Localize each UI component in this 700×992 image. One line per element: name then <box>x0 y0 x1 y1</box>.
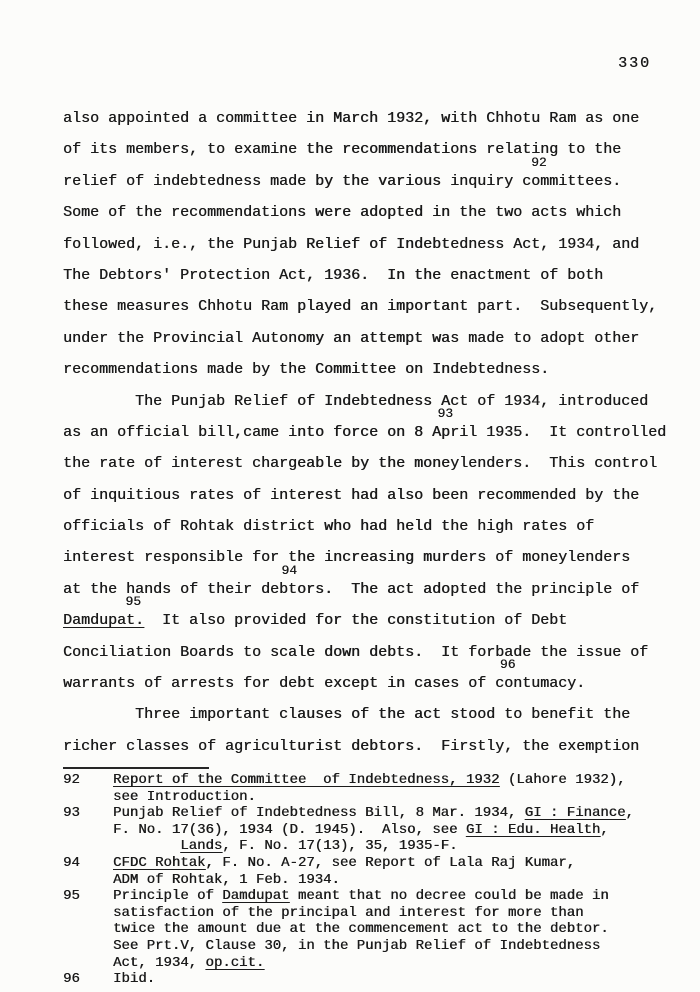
body-line-segment: these measures Chhotu Ram played an important part. Subsequently, <box>63 298 658 316</box>
footnote-underlined-segment: CFDC Rohtak <box>113 854 206 871</box>
footnote-number <box>63 938 113 955</box>
footnote-number <box>63 838 113 855</box>
body-line-underlined-segment: Damdupat. <box>63 612 145 630</box>
footnote-marker: 94 <box>281 562 298 578</box>
body-line-segment: richer classes of agriculturist debtors. Firstly, the exemption <box>63 737 640 755</box>
footnote-text <box>113 872 688 889</box>
footnote-number <box>63 872 113 889</box>
body-line <box>63 103 688 134</box>
body-line-segment: recommendations made by the Committee on Indebtedness. <box>63 361 550 379</box>
body-line-segment: Some of the recommendations were adopted in the two acts which <box>63 204 622 222</box>
footnote-text <box>113 955 688 972</box>
footnote-line <box>63 805 688 822</box>
body-line <box>63 154 688 197</box>
footnote-text <box>113 905 688 922</box>
body-line-segment: It also provided for the constitution of Debt <box>144 612 568 630</box>
footnote-line <box>63 838 688 855</box>
footnote-number <box>63 921 113 938</box>
footnote-underlined-segment: GI : Edu. Health <box>465 821 601 838</box>
body-line-segment: Conciliation Boards to scale down debts. It forbade the issue of <box>63 643 649 661</box>
body-line-segment: relief of indebtedness made by the various inquiry committees. <box>63 172 622 190</box>
footnote-underlined-segment: Lands <box>180 838 223 855</box>
footnote-line <box>63 772 688 789</box>
body-line <box>63 562 688 605</box>
footnote-segment: F. No. 17(36), 1934 (D. 1945). Also, see <box>113 821 466 838</box>
footnote-number <box>63 822 113 839</box>
body-line <box>63 354 688 385</box>
footnote-line <box>63 789 688 806</box>
footnote-segment: meant that no decree could be made in <box>289 888 609 905</box>
body-line <box>63 323 688 354</box>
body-line <box>63 229 688 260</box>
footnote-number <box>63 955 113 972</box>
footnote-text <box>113 888 688 905</box>
body-line-segment: of its members, to examine the recommendations relating to the <box>63 141 622 159</box>
body-line-segment: Three important clauses of the act stood to benefit the <box>63 706 631 724</box>
footnote-segment: Act, 1934, <box>113 954 206 971</box>
footnote-segment: satisfaction of the principal and interest for more than <box>113 904 584 921</box>
footnote-segment: , <box>625 805 634 822</box>
footnote-segment: , F. No. A-27, see Report of Lala Raj Kumar, <box>205 854 576 871</box>
footnote-text <box>113 921 688 938</box>
footnote-text <box>113 805 688 822</box>
body-line-segment: the rate of interest chargeable by the moneylenders. This control <box>63 455 658 473</box>
body-line-segment: at the hands of their debtors. The act adopted the principle of <box>63 580 640 598</box>
footnote-text <box>113 789 688 806</box>
footnote-segment: See Prt.V, Clause 30, in the Punjab Relief of Indebtedness <box>113 937 601 954</box>
body-line <box>63 511 688 542</box>
footnote-marker: 96 <box>499 657 516 673</box>
body-line <box>63 448 688 479</box>
footnote-marker: 92 <box>531 154 547 170</box>
footnote-segment: Punjab Relief of Indebtedness Bill, 8 Mar. 1934, <box>113 805 525 822</box>
body-line-segment: The Debtors' Protection Act, 1936. In the enactment of both <box>63 266 604 284</box>
body-line-segment: warrants of arrests for debt except in cases of contumacy. <box>63 675 586 693</box>
footnote-segment: (Lahore 1932), <box>499 772 626 788</box>
footnote-line <box>63 921 688 938</box>
body-line <box>63 405 688 448</box>
body-line-segment: of inquitious rates of interest had also been recommended by the <box>63 486 640 504</box>
body-line <box>63 657 688 699</box>
footnote-underlined-segment: GI : Finance <box>524 805 626 822</box>
footnote-segment: Ibid. <box>113 971 156 988</box>
body-line-segment: also appointed a committee in March 1932, with Chhotu Ram as one <box>63 110 640 127</box>
footnote-separator <box>63 767 209 769</box>
footnote-number <box>63 905 113 922</box>
body-line <box>63 731 688 762</box>
body-line <box>63 637 688 668</box>
body-line <box>63 134 688 165</box>
body-line-segment: officials of Rohtak district who had held the high rates of <box>63 518 595 536</box>
footnote-number: 96 <box>63 971 80 988</box>
footnote-line <box>63 905 688 922</box>
footnote-text <box>113 772 688 789</box>
page-number: 330 <box>618 55 652 72</box>
footnote-text <box>113 971 688 988</box>
footnote-segment <box>113 838 180 854</box>
footnote-line <box>63 855 688 872</box>
footnote-text <box>113 855 688 872</box>
footnote-marker: 93 <box>437 405 454 421</box>
body-line-segment: followed, i.e., the Punjab Relief of Indebtedness Act, 1934, and <box>63 235 640 253</box>
body-line <box>63 480 688 511</box>
footnote-segment: , F. No. 17(13), 35, 1935-F. <box>222 838 458 855</box>
footnote-line <box>63 888 688 905</box>
body-line-segment: under the Provincial Autonomy an attempt was made to adopt other <box>63 329 640 347</box>
footnote-text <box>113 838 688 855</box>
footnote-underlined-segment: Damdupat <box>222 888 290 905</box>
footnote-marker: 95 <box>125 594 142 610</box>
footnote-line <box>63 971 688 988</box>
body-line <box>63 197 688 228</box>
body-line-segment: interest responsible for the increasing murders of moneylenders <box>63 549 631 567</box>
body-line-segment: as an official bill,came into force on 8 April 1935. It controlled <box>63 423 667 441</box>
footnote-underlined-segment: op.cit. <box>205 954 265 971</box>
footnote-segment: twice the amount due at the commencement act to the debtor. <box>113 921 609 938</box>
body-line <box>63 291 688 322</box>
footnote-segment: , <box>600 821 609 838</box>
body-text <box>63 103 688 762</box>
body-line <box>63 386 688 417</box>
footnote-segment: Principle of <box>113 888 223 905</box>
footnote-line <box>63 872 688 889</box>
body-line <box>63 542 688 573</box>
footnote-number: 95 <box>63 888 80 905</box>
footnote-number: 93 <box>63 805 80 822</box>
footnote-number <box>63 789 113 806</box>
body-line <box>63 260 688 291</box>
footnote-segment: see Introduction. <box>113 788 256 805</box>
footnote-line <box>63 955 688 972</box>
footnote-number: 94 <box>63 854 80 871</box>
footnote-segment: ADM of Rohtak, 1 Feb. 1934. <box>113 871 340 888</box>
footnote-text <box>113 938 688 955</box>
footnote-line <box>63 822 688 839</box>
footnote-underlined-segment: Report of the Committee of Indebtedness, 1932 <box>113 772 500 788</box>
footnote-line <box>63 938 688 955</box>
footnote-number: 92 <box>63 772 80 788</box>
body-line-segment: The Punjab Relief of Indebtedness Act of 1934, introduced <box>63 392 649 410</box>
body-line <box>63 699 688 730</box>
footnote-list <box>63 772 688 988</box>
footnote-text <box>113 822 688 839</box>
body-line <box>63 594 688 636</box>
